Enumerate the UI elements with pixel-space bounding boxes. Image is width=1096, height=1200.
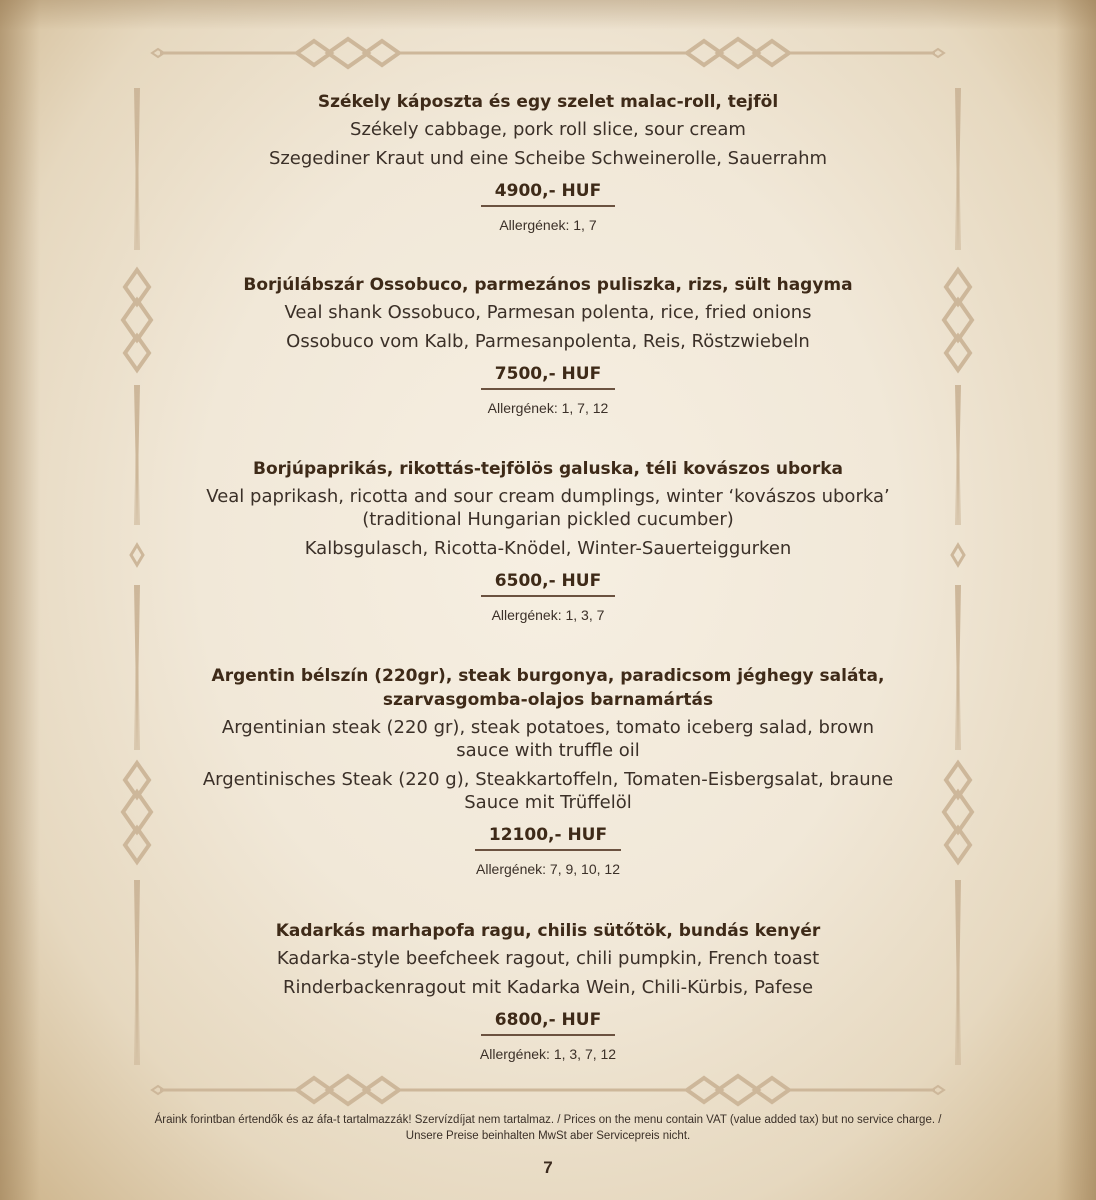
dish-description-german: Ossobuco vom Kalb, Parmesanpolenta, Reis, Röstzwiebeln [286,331,810,352]
menu-item-szekely-kaposzta [200,90,896,234]
dish-allergens: Allergének: 1, 3, 7, 12 [479,1046,617,1062]
dish-description-german: Argentinisches Steak (220 g), Steakkartoffeln, Tomaten-Eisbergsalat, braune Sauce mit Trüffelöl [202,769,894,813]
dish-name: Borjúpaprikás, rikottás-tejfölös galuska, téli kovászos uborka [253,459,843,479]
dish-allergens: Allergének: 7, 9, 10, 12 [476,861,620,877]
dish-allergens: Allergének: 1, 7, 12 [487,400,609,416]
dish-description-german: Szegediner Kraut und eine Scheibe Schweinerolle, Sauerrahm [268,148,828,169]
dish-description-german: Rinderbackenragout mit Kadarka Wein, Chili-Kürbis, Pafese [282,977,814,998]
dish-price: 12100,- HUF [475,824,621,851]
dish-description-english: Székely cabbage, pork roll slice, sour cream [350,119,746,140]
dish-name: Székely káposzta és egy szelet malac-roll, tejföl [317,92,779,112]
ornament-end-diamond [152,1086,164,1094]
dish-price: 6500,- HUF [481,570,615,597]
ornament-end-diamond [932,1086,944,1094]
ornament-diamond [952,545,964,565]
menu-item-marhapofa-ragu [200,919,896,1063]
dish-description-english: Veal shank Ossobuco, Parmesan polenta, rice, fried onions [284,302,812,323]
ornament-end-diamond [152,49,164,57]
menu-item-borjupaprikas [200,457,896,624]
dish-allergens: Allergének: 1, 3, 7 [491,607,605,623]
price-disclaimer: Áraink forintban értendők és az áfa-t tartalmazzák! Szervízdíjat nem tartalmaz. / Prices on the menu contain VAT (value added tax) but no service charge. / Unsere Preise beinhalten MwSt aber Servicepreis nicht. [154,1114,942,1142]
dish-price: 4900,- HUF [481,180,615,207]
page-number: 7 [543,1158,553,1177]
dish-price: 6800,- HUF [481,1009,615,1036]
menu-item-ossobuco [200,273,896,417]
dish-name: Kadarkás marhapofa ragu, chilis sütőtök, bundás kenyér [275,921,821,941]
dish-price: 7500,- HUF [481,363,615,390]
dish-description-english: Argentinian steak (220 gr), steak potatoes, tomato iceberg salad, brown sauce with truffle oil [221,717,875,761]
dish-allergens: Allergének: 1, 7 [499,217,597,233]
dish-description-english: Veal paprikash, ricotta and sour cream dumplings, winter ‘kovászos uborka’ (traditional Hungarian pickled cucumber) [206,486,890,530]
ornament-diamond [131,545,143,565]
dish-name: Argentin bélszín (220gr), steak burgonya, paradicsom jéghegy saláta, szarvasgomba-olajos barnamártás [211,666,885,710]
menu-item-argentin-belszin [200,664,896,878]
dish-name: Borjúlábszár Ossobuco, parmezános puliszka, rizs, sült hagyma [243,275,853,295]
dish-description-german: Kalbsgulasch, Ricotta-Knödel, Winter-Sauerteiggurken [304,538,792,559]
dish-description-english: Kadarka-style beefcheek ragout, chili pumpkin, French toast [276,948,820,969]
ornament-end-diamond [932,49,944,57]
